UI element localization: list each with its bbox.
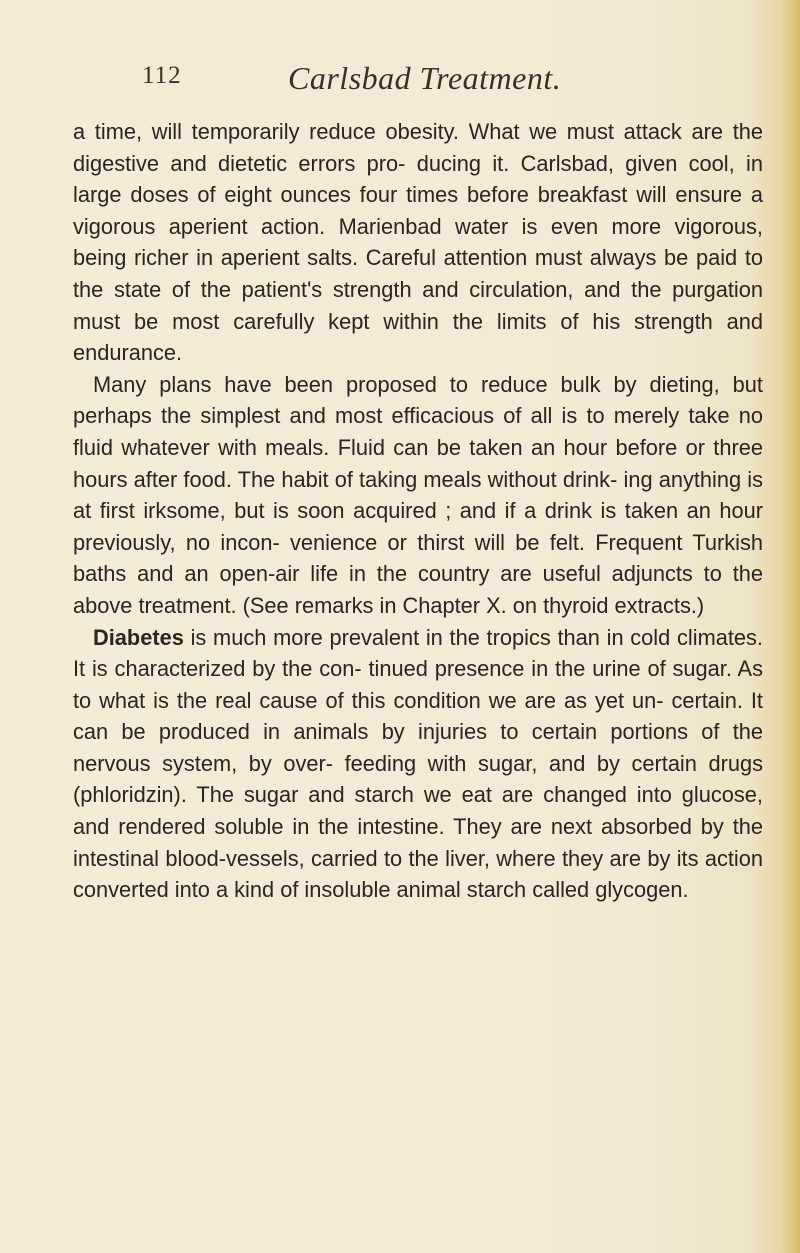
running-title: Carlsbad Treatment. (288, 60, 562, 96)
paragraph-1-text: a time, will temporarily reduce obesity. What we must attack are the digestive and dietetic errors pro- ducing it. Carlsbad, given cool, in large doses of eight ounces four times before breakfast will ensure a vigorous aperient action. Marienbad water is even more vigorous, being richer in aperient salts. Careful attention must always be paid to the state of the patient's strength and circulation, and the purgation must be most carefully kept within the limits of his strength and endurance. (73, 119, 763, 366)
paragraph-3 (73, 622, 763, 906)
body-text (73, 116, 763, 906)
page-edge (782, 0, 800, 1253)
page-header (142, 60, 702, 100)
paragraph-2 (73, 369, 763, 622)
paragraph-3-lead-word: Diabetes (93, 624, 184, 650)
paragraph-2-text: Many plans have been proposed to reduce bulk by dieting, but perhaps the simplest and most efficacious of all is to merely take no fluid whatever with meals. Fluid can be taken an hour before or three hours after food. The habit of taking meals without drink- ing anything is at first irksome, but is soon acquired ; and if a drink is taken an hour previously, no incon- venience or thirst will be felt. Frequent Turkish baths and an open-air life in the country are useful adjuncts to the above treatment. (See remarks in Chapter X. on thyroid extracts.) (73, 371, 763, 618)
paragraph-3-text: is much more prevalent in the tropics than in cold climates. It is characterized by the con- tinued presence in the urine of sugar. As to what is the real cause of this condition we are as yet un- certain. It can be produced in animals by injuries to certain portions of the nervous system, by over- feeding with sugar, and by certain drugs (phloridzin). The sugar and starch we eat are changed into glucose, and rendered soluble in the intestine. They are next absorbed by the intestinal blood-vessels, carried to the liver, where they are by its action converted into a kind of insoluble animal starch called glycogen. (73, 624, 763, 903)
paragraph-1 (73, 116, 763, 369)
page-number: 112 (142, 62, 182, 89)
